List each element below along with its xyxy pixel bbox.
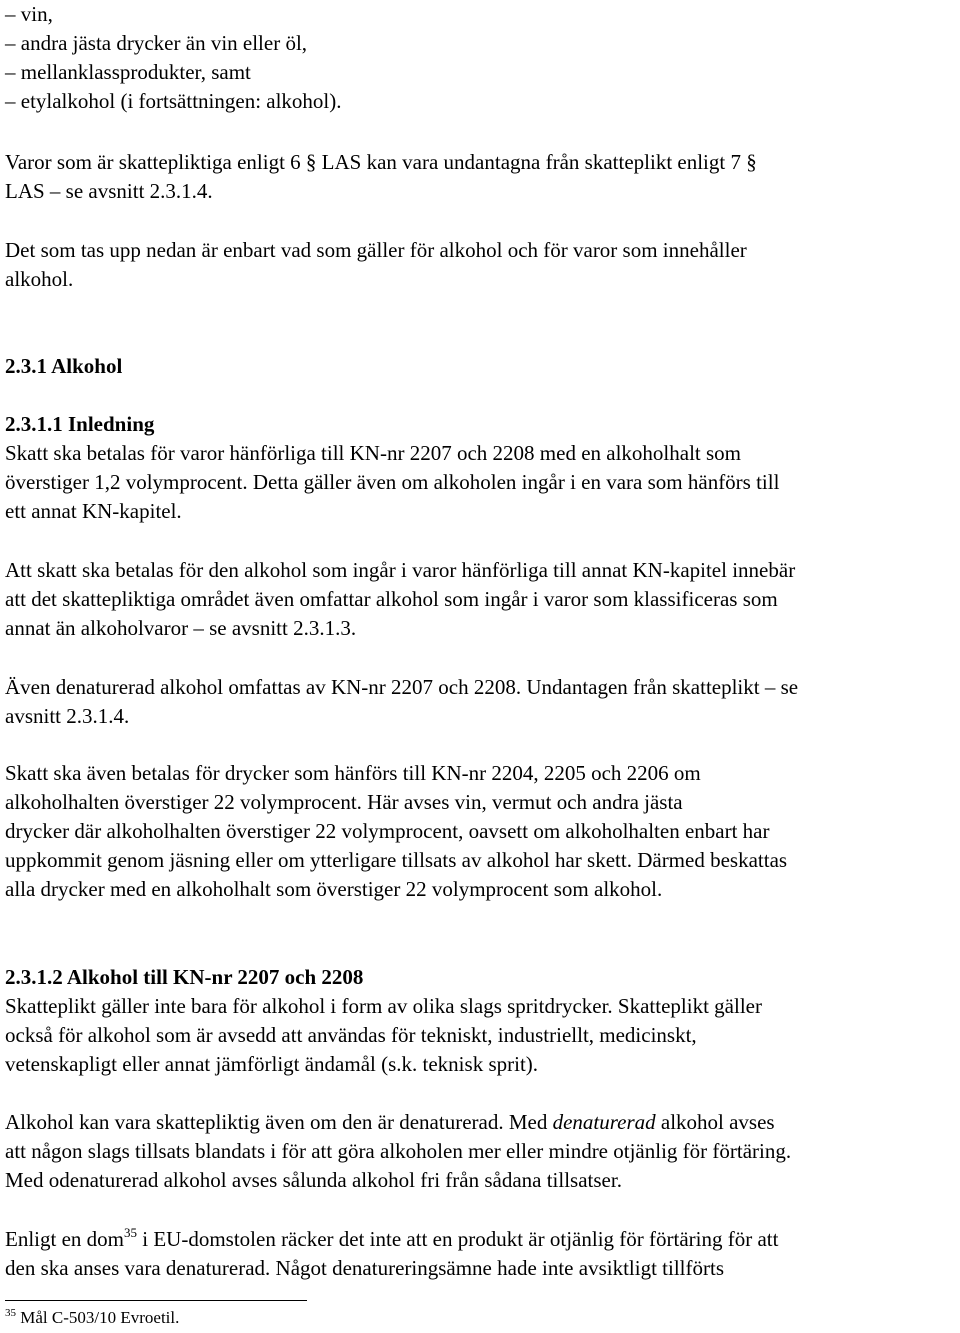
paragraph-line	[5, 1108, 775, 1137]
paragraph-line: Skatteplikt gäller inte bara för alkohol i form av olika slags spritdrycker. Skatteplikt gäller	[5, 994, 762, 1018]
text-run: Alkohol kan vara skattepliktig även om den är denaturerad. Med	[5, 1110, 553, 1134]
paragraph-line: Skatt ska betalas för varor hänförliga till KN-nr 2207 och 2208 med en alkoholhalt som	[5, 441, 741, 465]
list-item: – mellanklassprodukter, samt	[5, 60, 251, 84]
footnote-divider	[5, 1300, 307, 1301]
text-run: i EU-domstolen räcker det inte att en produkt är otjänlig för förtäring för att	[137, 1227, 779, 1251]
list-item: – vin,	[5, 2, 53, 26]
paragraph-line: annat än alkoholvaror – se avsnitt 2.3.1.3.	[5, 616, 357, 640]
paragraph-line: alla drycker med en alkoholhalt som överstiger 22 volymprocent som alkohol.	[5, 877, 663, 901]
paragraph-line: drycker där alkoholhalten överstiger 22 volymprocent, oavsett om alkoholhalten enbart har	[5, 819, 770, 843]
paragraph-line: uppkommit genom jäsning eller om ytterligare tillsats av alkohol har skett. Därmed beskattas	[5, 848, 788, 872]
text-run: Enligt en dom	[5, 1227, 124, 1251]
section-heading: 2.3.1 Alkohol	[5, 354, 123, 378]
paragraph-line: vetenskapligt eller annat jämförligt ändamål (s.k. teknisk sprit).	[5, 1052, 539, 1076]
paragraph-line: ett annat KN-kapitel.	[5, 499, 182, 523]
emphasized-term: denaturerad	[552, 1110, 656, 1134]
paragraph-line: Varor som är skattepliktiga enligt 6 § LAS kan vara undantagna från skatteplikt enligt 7 §	[5, 150, 757, 174]
text-run: alkohol avses	[655, 1110, 775, 1134]
paragraph-line: alkohol.	[5, 267, 74, 291]
subsection-heading: 2.3.1.1 Inledning	[5, 412, 155, 436]
paragraph-line: Att skatt ska betalas för den alkohol som ingår i varor hänförliga till annat KN-kapitel innebär	[5, 558, 796, 582]
subsection-heading: 2.3.1.2 Alkohol till KN-nr 2207 och 2208	[5, 965, 364, 989]
paragraph-line: att någon slags tillsats blandats i för att göra alkoholen mer eller mindre otjänlig för förtäring.	[5, 1139, 792, 1163]
paragraph-line: att det skattepliktiga området även omfattar alkohol som ingår i varor som klassificeras som	[5, 587, 778, 611]
paragraph-line: Även denaturerad alkohol omfattas av KN-nr 2207 och 2208. Undantagen från skatteplikt – se	[5, 675, 799, 699]
paragraph-line: överstiger 1,2 volymprocent. Detta gäller även om alkoholen ingår i en vara som hänförs till	[5, 470, 780, 494]
paragraph-line	[5, 1225, 778, 1256]
list-item: – etylalkohol (i fortsättningen: alkohol).	[5, 89, 342, 113]
paragraph-line: Skatt ska även betalas för drycker som hänförs till KN-nr 2204, 2205 och 2206 om	[5, 761, 701, 785]
footnote	[5, 1305, 179, 1333]
paragraph-line: också för alkohol som är avsedd att användas för tekniskt, industriellt, medicinskt,	[5, 1023, 697, 1047]
list-item: – andra jästa drycker än vin eller öl,	[5, 31, 308, 55]
paragraph-line: avsnitt 2.3.1.4.	[5, 704, 130, 728]
footnote-ref[interactable]: 35	[124, 1225, 137, 1240]
footnote-text: Mål C-503/10 Evroetil.	[16, 1308, 180, 1327]
paragraph-line: Det som tas upp nedan är enbart vad som gäller för alkohol och för varor som innehåller	[5, 238, 747, 262]
paragraph-line: alkoholhalten överstiger 22 volymprocent. Här avses vin, vermut och andra jästa	[5, 790, 683, 814]
footnote-number: 35	[5, 1307, 16, 1319]
paragraph-line: LAS – se avsnitt 2.3.1.4.	[5, 179, 213, 203]
paragraph-line: den ska anses vara denaturerad. Något denatureringsämne hade inte avsiktligt tillförts	[5, 1256, 725, 1280]
paragraph-line: Med odenaturerad alkohol avses sålunda alkohol fri från sådana tillsatser.	[5, 1168, 622, 1192]
